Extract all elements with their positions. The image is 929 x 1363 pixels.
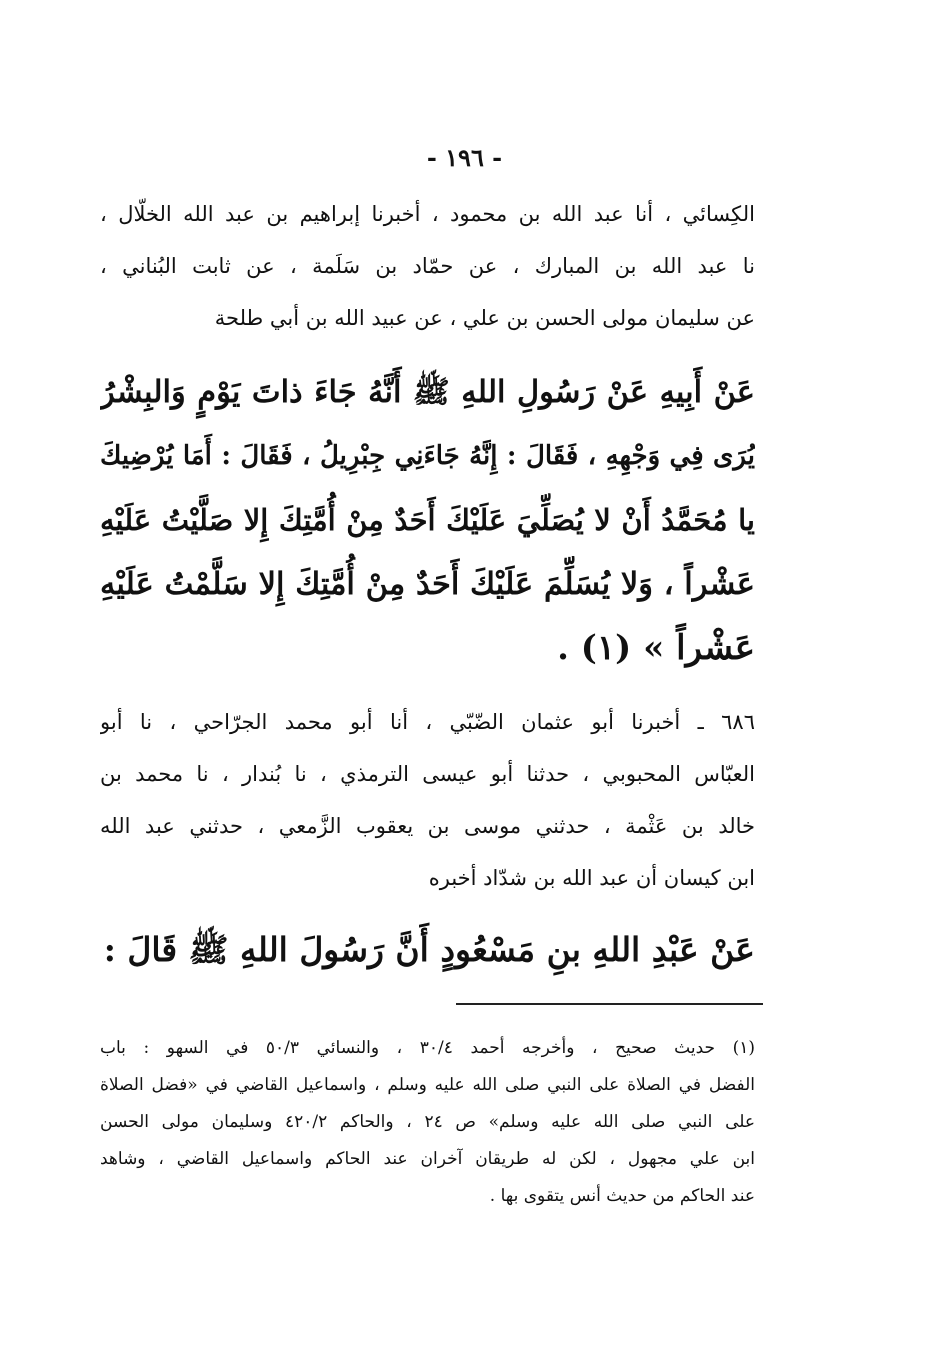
isnad-paragraph-2: [100, 696, 755, 904]
footnote-line-4: ابن علي مجهول ، لكن له طريقان آخران عند الحاكم واسماعيل القاضي ، وشاهد: [100, 1149, 755, 1169]
footnote-separator: [456, 1003, 763, 1005]
matn-1-line-4: عَشْراً ، وَلا يُسَلِّمَ عَلَيْكَ أَحَدٌ مِنْ أُمَّتِكَ إِلا سَلَّمْتُ عَلَيْهِ: [100, 566, 755, 602]
matn-1-line-1: عَنْ أَبِيهِ عَنْ رَسُولِ اللهِ ﷺ أَنَّهُ جَاءَ ذاتَ يَوْمٍ وَالبِشْرُ: [100, 374, 755, 410]
hadith-text-1: [100, 360, 755, 680]
isnad-2-line-3: خالد بن عَثْمة ، حدثني موسى بن يعقوب الزَّمعي ، حدثني عبد الله: [100, 814, 755, 838]
matn-1-line-3: يا مُحَمَّدُ أَنْ لا يُصَلِّيَ عَلَيْكَ أَحَدٌ مِنْ أُمَّتِكَ إِلا صَلَّيْتُ عَلَيْهِ: [100, 503, 755, 537]
matn-2-line-1: عَنْ عَبْدِ اللهِ بنِ مَسْعُودٍ أَنَّ رَسُولَ اللهِ ﷺ قَالَ :: [103, 930, 755, 969]
isnad-2-line-2: العبّاس المحبوبي ، حدثنا أبو عيسى الترمذي ، نا بُندار ، نا محمد بن: [100, 762, 755, 786]
footnote-line-1: (١) حديث صحيح ، وأخرجه أحمد ٣٠/٤ ، والنسائي ٥٠/٣ في السهو : باب: [100, 1038, 755, 1058]
isnad-2-line-1: ٦٨٦ ـ أخبرنا أبو عثمان الضّبّي ، أنا أبو محمد الجرّاحي ، نا أبو: [100, 710, 755, 734]
isnad-paragraph-1: [100, 188, 755, 344]
matn-1-line-2: يُرَى فِي وَجْهِهِ ، فَقَالَ : إِنَّهُ جَاءَنِي جِبْرِيلُ ، فَقَالَ : أَمَا يُرْضِيكَ: [100, 441, 755, 471]
hadith-text-2: [100, 918, 755, 982]
isnad-2-line-4: ابن كيسان أن عبد الله بن شدّاد أخبره: [428, 866, 755, 890]
footnote-line-3: على النبي صلى الله عليه وسلم» ص ٢٤ ، والحاكم ٤٢٠/٢ وسليمان مولى الحسن: [100, 1112, 755, 1132]
isnad-1-line-1: الكِسائي ، أنا عبد الله بن محمود ، أخبرنا إبراهيم بن عبد الله الخلّال ،: [100, 202, 755, 226]
footnote-line-5: عند الحاكم من حديث أنس يتقوى بها .: [489, 1186, 755, 1206]
footnotes: [100, 1030, 755, 1215]
footnote-line-2: الفضل في الصلاة على النبي صلى الله عليه وسلم ، واسماعيل القاضي في «فضل الصلاة: [100, 1075, 755, 1095]
matn-1-line-5: عَشْراً » (١) .: [557, 628, 755, 668]
isnad-1-line-2: نا عبد الله بن المبارك ، عن حمّاد بن سَلَمة ، عن ثابت البُناني ،: [100, 254, 755, 278]
isnad-1-line-3: عن سليمان مولى الحسن بن علي ، عن عبيد الله بن أبي طلحة: [214, 306, 755, 330]
page-number: - ١٩٦ -: [426, 143, 503, 172]
